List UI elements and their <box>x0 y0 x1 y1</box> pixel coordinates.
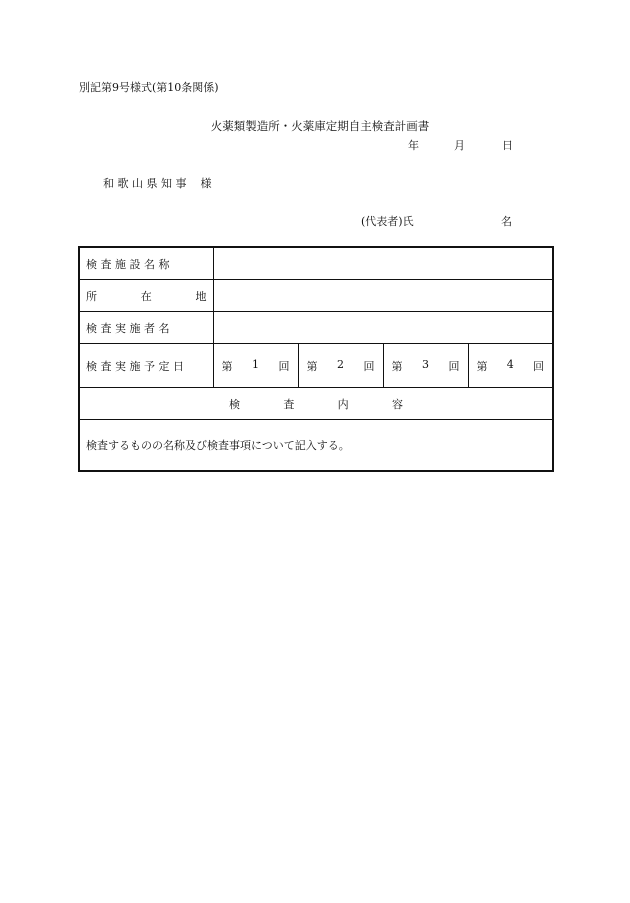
date-day-label: 日 <box>502 139 513 152</box>
location-label-char: 在 <box>140 289 152 303</box>
visit-suffix: 回 <box>533 359 544 373</box>
date-year-label: 年 <box>408 139 419 152</box>
location-label-char: 地 <box>195 289 207 303</box>
location-row <box>79 280 553 312</box>
addressee <box>103 175 211 191</box>
content-header <box>79 388 553 420</box>
addressee-honorific: 様 <box>200 177 212 190</box>
content-header-char: 査 <box>283 397 295 411</box>
content-header-row <box>79 388 553 420</box>
schedule-label: 検 査 実 施 予 定 日 <box>79 344 213 388</box>
visit-suffix: 回 <box>278 359 290 373</box>
representative-name-label: (代表者)氏 <box>361 215 414 228</box>
inspector-label: 検 査 実 施 者 名 <box>79 312 213 344</box>
visit-1-cell[interactable] <box>213 344 298 388</box>
document-title: 火薬類製造所・火薬庫定期自主検査計画書 <box>210 119 430 133</box>
visit-number: 4 <box>506 357 514 371</box>
date-month-label: 月 <box>454 139 465 152</box>
visit-prefix: 第 <box>476 359 488 373</box>
content-header-char: 検 <box>229 397 240 411</box>
visit-prefix: 第 <box>221 359 233 373</box>
visit-suffix: 回 <box>363 359 375 373</box>
inspector-field[interactable] <box>213 312 553 344</box>
visit-3-cell[interactable] <box>383 344 468 388</box>
representative-name-suffix: 名 <box>501 215 512 228</box>
content-header-char: 内 <box>337 397 349 411</box>
visit-prefix: 第 <box>391 359 403 373</box>
visit-prefix: 第 <box>306 359 318 373</box>
facility-name-field[interactable] <box>213 247 553 280</box>
visit-number: 1 <box>252 357 259 371</box>
location-label-char: 所 <box>86 289 97 303</box>
facility-name-label: 検 査 施 設 名 称 <box>79 247 213 280</box>
addressee-name: 和 歌 山 県 知 事 <box>103 177 187 190</box>
content-header-char: 容 <box>391 397 403 411</box>
form-reference: 別記第9号様式(第10条関係) <box>79 81 219 94</box>
location-field[interactable] <box>213 280 553 312</box>
facility-name-row <box>79 247 553 280</box>
content-body-row <box>79 420 553 472</box>
content-instruction[interactable]: 検査するものの名称及び検査事項について記入する。 <box>79 420 553 472</box>
inspector-row <box>79 312 553 344</box>
visit-2-cell[interactable] <box>298 344 383 388</box>
schedule-row <box>79 344 553 388</box>
visit-number: 3 <box>422 357 429 371</box>
visit-suffix: 回 <box>448 359 460 373</box>
visit-4-cell[interactable] <box>468 344 553 388</box>
inspection-plan-table <box>78 246 554 472</box>
visit-number: 2 <box>337 357 344 371</box>
location-label <box>79 280 213 312</box>
